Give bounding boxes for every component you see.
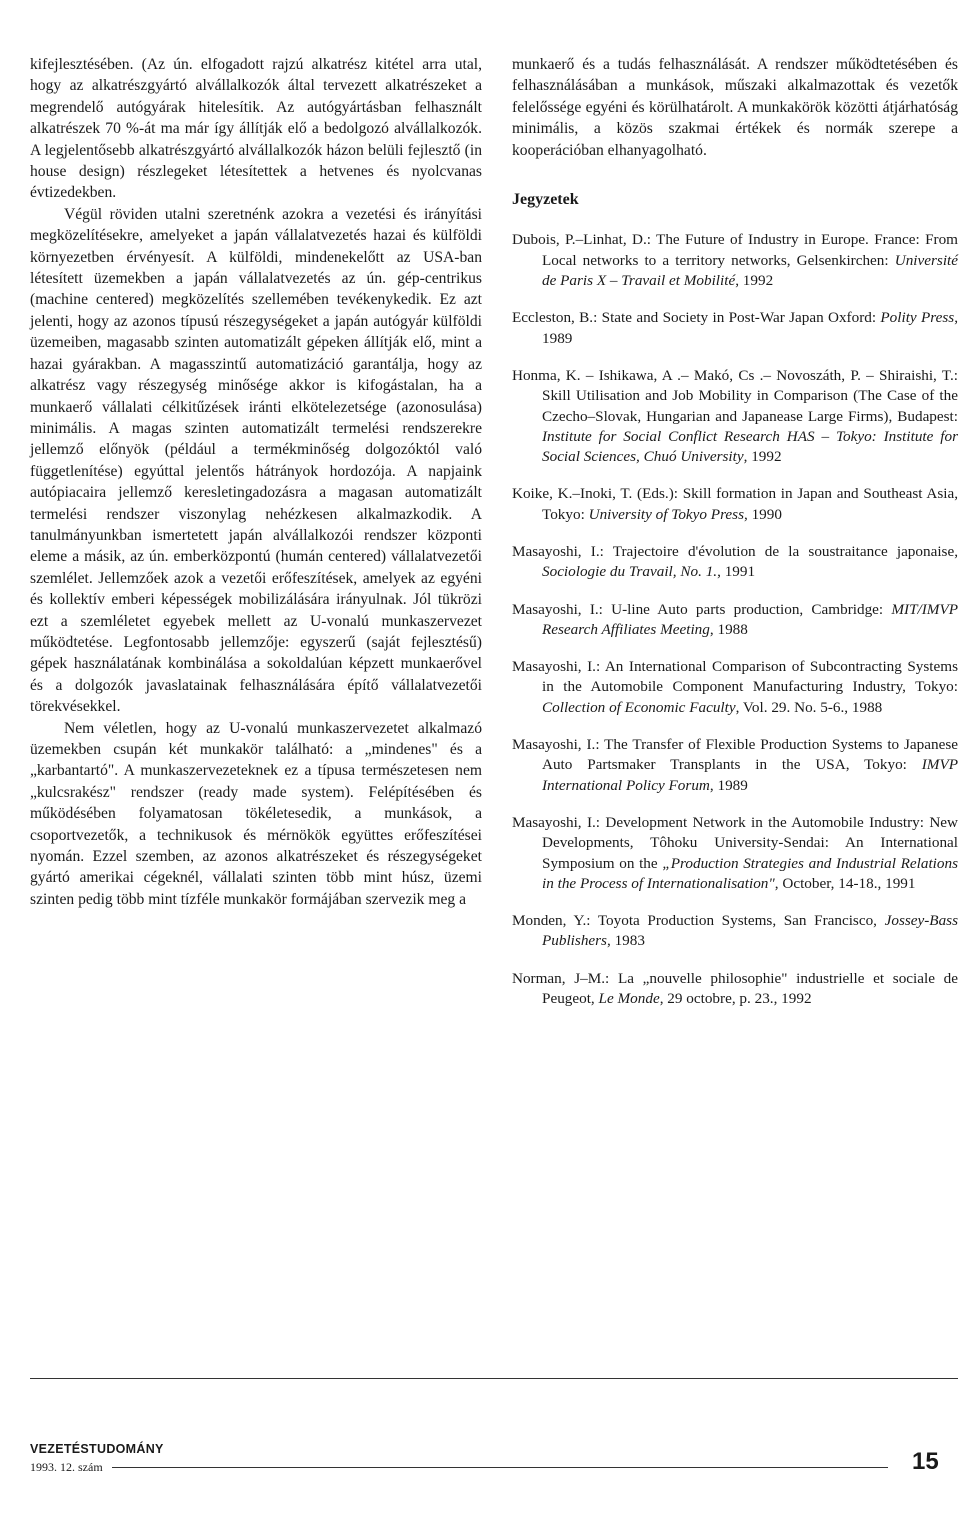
journal-title: VEZETÉSTUDOMÁNY [30,1442,164,1456]
reference-entry: Masayoshi, I.: An International Comparison of Subcontracting Systems in the Automobile Component Manufacturing Industry, Tokyo: Collection of Economic Faculty, Vol. 29. No. 5-6., 1988 [512,658,958,716]
footer-rule [112,1467,888,1468]
left-column [30,54,482,910]
paragraph-1: kifejlesztésében. (Az ún. elfogadott rajzú alkatrész kitétel arra utal, hogy az alkatrészgyártó alvállalkozók által tervezett alkatrészeket a megrendelő autógyárak hitelesítik. Az autógyártásban felhasznált alkatrészek 70 %-át ma már így állítják elő a bedolgozó alvállalkozók. A legjelentősebb alkatrészgyártó alvállalkozók házon belüli fejlesztő (in house design) részlegeket létesítettek a hetvenes és nyolcvanas évtizedekben. [30,56,482,202]
horizontal-rule [30,1378,958,1379]
reference-entry: Masayoshi, I.: The Transfer of Flexible Production Systems to Japanese Auto Partsmaker Transplants in the USA, Tokyo: IMVP International Policy Forum, 1989 [512,736,958,794]
reference-entry: Eccleston, B.: State and Society in Post-War Japan Oxford: Polity Press, 1989 [512,309,958,347]
reference-entry: Masayoshi, I.: Trajectoire d'évolution de la soustraitance japonaise, Sociologie du Travail, No. 1., 1991 [512,543,958,581]
reference-entry: Honma, K. – Ishikawa, A .– Makó, Cs .– Novoszáth, P. – Shiraishi, T.: Skill Utilisation and Job Mobility in Comparison (The Case of the Czecho–Slovak, Hungarian and Japanease Large Firms), Budapest: Institute for Social Conflict Research HAS – Tokyo: Institute for Social Sciences, Chuó University, 1992 [512,366,958,466]
reference-entry: Monden, Y.: Toyota Production Systems, San Francisco, Jossey-Bass Publishers, 1983 [512,912,958,950]
reference-entry: Masayoshi, I.: Development Network in the Automobile Industry: New Developments, Tôhoku University-Sendai: An International Symposium on the „Production Strategies and Industrial Relations in the Process of Internationalisation", October, 14-18., 1991 [512,813,958,892]
page-number: 15 [912,1448,939,1475]
reference-entry: Norman, J–M.: La „nouvelle philosophie" industrielle et sociale de Peugeot, Le Monde, 29 octobre, p. 23., 1992 [512,969,958,1008]
paragraph-2: Végül röviden utalni szeretnénk azokra a vezetési és irányítási megközelítésekre, amelyeket a japán vállalatvezetés hazai és külföldi környezetben érvényesít. A külföldi, mindenekelőtt az USA-ban létesített üzemekben a japán vállalatvezetés az ún. gép-centrikus (machine centered) megközelítés szellemében tevékenykedik. Ez azt jelenti, hogy az azonos típusú részegységeket a japán autógyár külföldi üzemeiben, magasabb szinten automatizált gépeken állítják elő, mint a hazai gyárakban. A magasszintű automatizáció garantálja, hogy az alkatrész vagy részegység minősége akkor is kifogástalan, ha a munkaerő vállalati célkitűzések iránti elkötelezetsége (azonosulása) minimális. A magas szinten automatizált termelési rendszerekre jellemző előnyök (például a termékminőség dolgozóktól való függetlenítése) egyúttal jelentős hátrányok hordozója. A napjaink autópiacaira jellemző keresletingadozásra a magasan automatizált termelési rendszer viszonylag nehézkesen alkalmazkodik. A tanulmányunkban ismertetett japán alvállalkozói rendszer központi eleme a másik, az ún. emberközpontú (humán centered) vállalatvezetői szemlélet. Jellemzőek azok a vezetői erőfeszítések, amelyek az egyéni és kollektív emberi képességek mobilizálására irányulnak. Jól tükrözi ezt a szemléletet egyebek mellett az U-vonalú munkaszervezet működtetése. Legfontosabb jellemzője: egyszerű (saját fejlesztésű) gépek használatának kombinálása a sokoldalúan képzett munkaerővel és a dolgozók javaslatainak felhasználására építő vállalatvezetői törekvésekkel. [30,205,482,716]
reference-entry: Dubois, P.–Linhat, D.: The Future of Industry in Europe. France: From Local networks to a territory networks, Gelsenkirchen: Université de Paris X – Travail et Mobilité, 1992 [512,231,958,290]
right-column [512,54,958,1026]
paragraph-continued: munkaerő és a tudás felhasználását. A rendszer működtetésében és felhasználásában a munkások, műszaki alkalmazottak és vezetők felelőssége egyéni és körülhatárolt. A munkakörök közötti átjárhatóság minimális, a közös szakmai értékek és normák szerepe a kooperációban elhanyagolható. [512,56,958,159]
reference-list [512,230,958,1009]
issue-label: 1993. 12. szám [30,1460,103,1474]
reference-entry: Koike, K.–Inoki, T. (Eds.): Skill formation in Japan and Southeast Asia, Tokyo: University of Tokyo Press, 1990 [512,485,958,523]
paragraph-3: Nem véletlen, hogy az U-vonalú munkaszervezetet alkalmazó üzemekben csupán két munkakör található: a „mindenes" és a „karbantartó". A munkaszervezeteknek ez a típusa természetesen nem „kulcsrakész" rendszer (ready made system). Felépítésében és működésében folyamatosan tökéletesedik, a munkások, a csoportvezetők, a technikusok és mérnökök együttes erőfeszítései nyomán. Ezzel szemben, az azonos alkatrészeket és részegységeket gyártó amerikai cégeknél, vállalati szinten több mint húsz, üzemi szinten pedig több mint tízféle munkakör formájában szervezik meg a [30,719,482,908]
reference-entry: Masayoshi, I.: U-line Auto parts production, Cambridge: MIT/IMVP Research Affiliates Meeting, 1988 [512,600,958,638]
notes-heading: Jegyzetek [512,191,579,209]
